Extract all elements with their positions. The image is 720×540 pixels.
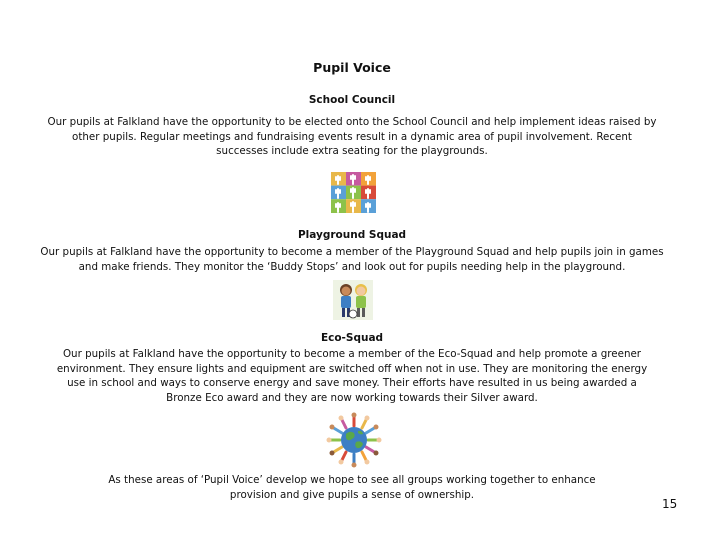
paragraph-line: Our pupils at Falkland have the opportunity to be elected onto the School Council and help implement ideas raised by xyxy=(47,116,657,128)
page-title: Pupil Voice xyxy=(313,60,391,75)
playground-squad-heading: Playground Squad xyxy=(297,229,407,241)
paragraph-line: Our pupils at Falkland have the opportunity to become a member of the Playground Squad and help pupils join in games xyxy=(40,246,664,258)
paragraph-line: provision and give pupils a sense of ownership. xyxy=(229,488,475,501)
paragraph-line: Our pupils at Falkland have the opportunity to become a member of the Eco-Squad and help promote a greener xyxy=(62,348,642,360)
paragraph-line: other pupils. Regular meetings and fundraising events result in a dynamic area of pupil involvement. Recent xyxy=(72,130,632,143)
raised-hands-icon xyxy=(331,172,376,213)
paragraph-line: use in school and ways to conserve energy and save money. Their efforts have resulted in us being awarded a xyxy=(67,377,637,389)
paragraph-line: and make friends. They monitor the ‘Buddy Stops’ and look out for pupils needing help in the playground. xyxy=(78,260,626,273)
eco-squad-paragraph xyxy=(20,347,684,405)
children-playing-icon xyxy=(333,280,373,320)
globe-with-children-icon xyxy=(326,412,382,468)
paragraph-line: As these areas of ‘Pupil Voice’ develop we hope to see all groups working together to enhance xyxy=(108,474,596,486)
closing-paragraph xyxy=(60,473,644,502)
paragraph-line: environment. They ensure lights and equipment are switched off when not in use. They are monitoring the energy xyxy=(56,362,648,375)
school-council-heading: School Council xyxy=(308,94,396,106)
paragraph-line: successes include extra seating for the playgrounds. xyxy=(216,145,488,157)
paragraph-line: Bronze Eco award and they are now working towards their Silver award. xyxy=(166,391,538,404)
playground-squad-paragraph xyxy=(20,245,684,274)
page-number: 15 xyxy=(662,497,678,511)
school-council-paragraph xyxy=(20,115,684,159)
eco-squad-heading: Eco-Squad xyxy=(320,332,384,344)
